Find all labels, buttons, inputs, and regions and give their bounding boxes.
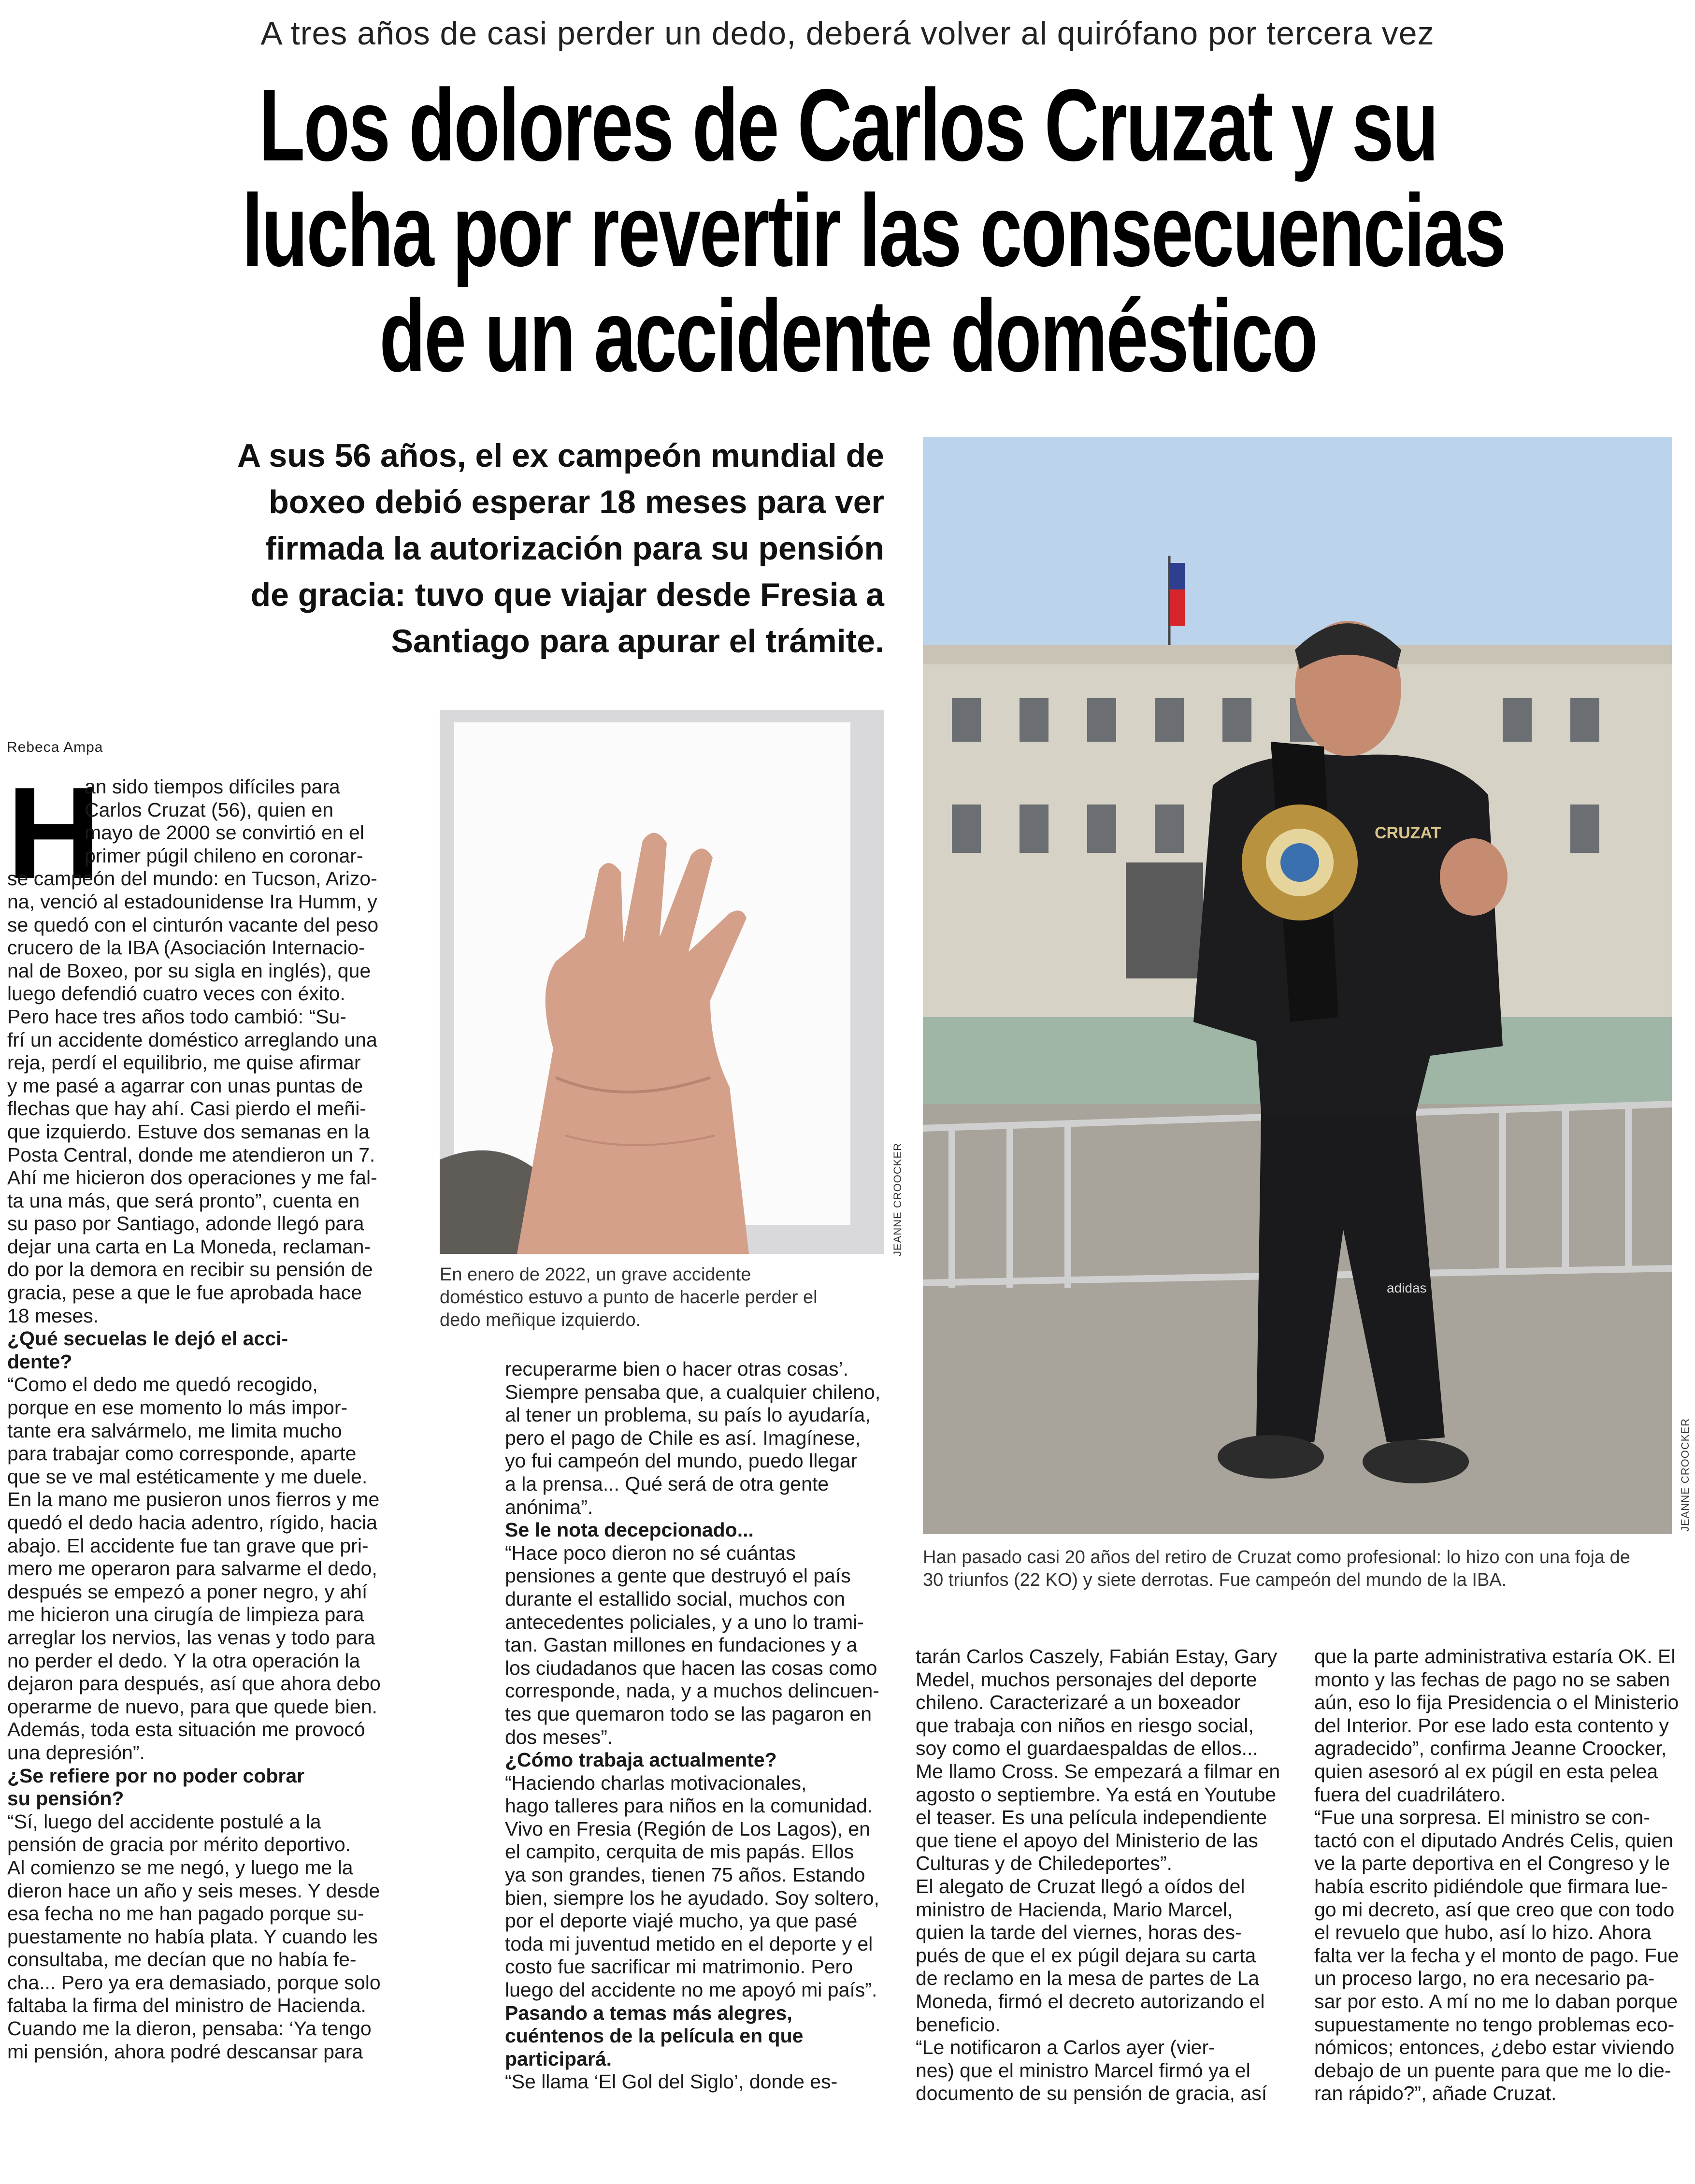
body-line: porque en ese momento lo más impor- (7, 1396, 348, 1419)
body-line: dejaron para después, así que ahora debo (7, 1672, 381, 1695)
body-line: del Interior. Por ese lado esta contento y (1314, 1714, 1669, 1737)
body-line: había escrito pidiéndole que firmara lue- (1314, 1875, 1668, 1897)
body-line: consultaba, me decían que no había fe- (7, 1948, 357, 1971)
body-line: go mi decreto, así que creo que con todo (1314, 1898, 1675, 1921)
body-line: y me pasé a agarrar con unas puntas de (7, 1074, 363, 1097)
body-line: primer púgil chileno en coronar- (85, 844, 363, 867)
body-line: su paso por Santiago, adonde llegó para (7, 1212, 364, 1235)
caption-line: 30 triunfos (22 KO) y siete derrotas. Fue campeón del mundo de la IBA. (923, 1570, 1507, 1590)
body-line: Cuando me la dieron, pensaba: ‘Ya tengo (7, 2017, 372, 2040)
body-line: para trabajar como corresponde, aparte (7, 1442, 357, 1465)
body-line: cha... Pero ya era demasiado, porque solo (7, 1971, 381, 1994)
body-line: Posta Central, donde me atendieron un 7. (7, 1143, 375, 1166)
body-line: ve la parte deportiva en el Congreso y le (1314, 1852, 1670, 1875)
boxer-photo-caption (923, 1546, 1677, 1592)
body-line: frí un accidente doméstico arreglando una (7, 1028, 377, 1051)
body-line: pués de que el ex púgil dejara su carta (916, 1944, 1256, 1967)
hand-photo-caption (440, 1264, 884, 1332)
body-line: faltaba la firma del ministro de Hacienda. (7, 1994, 366, 2017)
body-line: se quedó con el cinturón vacante del peso (7, 913, 379, 936)
body-line: dejar una carta en La Moneda, reclaman- (7, 1235, 371, 1258)
body-line: mayo de 2000 se convirtió en el (85, 821, 364, 844)
question-line: ¿Se refiere por no poder cobrar (7, 1764, 305, 1787)
deck-line: boxeo debió esperar 18 meses para ver (269, 484, 884, 520)
body-line: dos meses”. (505, 1725, 613, 1748)
body-line: “Sí, luego del accidente postulé a la (7, 1810, 321, 1833)
body-line: recuperarme bien o hacer otras cosas’. (505, 1358, 849, 1380)
body-line: que trabaja con niños en riesgo social, (916, 1714, 1254, 1737)
caption-line: dedo meñique izquierdo. (440, 1310, 641, 1330)
body-line: reja, perdí el equilibrio, me quise afirmar (7, 1051, 361, 1074)
body-line: dieron hace un año y seis meses. Y desde (7, 1879, 380, 1902)
hand-photo-credit: JEANNE CROOCKER (891, 1142, 904, 1256)
body-line: 18 meses. (7, 1304, 99, 1327)
body-line: mi pensión, ahora podré descansar para (7, 2040, 363, 2063)
deck-line: A sus 56 años, el ex campeón mundial de (237, 437, 884, 474)
body-line: bien, siempre los he ayudado. Soy soltero, (505, 1886, 879, 1909)
body-line: supuestamente no tengo problemas eco- (1314, 2013, 1675, 2036)
question-line: Pasando a temas más alegres, (505, 2001, 792, 2024)
body-line: gracia, pese a que le fue aprobada hace (7, 1281, 362, 1304)
question-line: su pensión? (7, 1787, 124, 1810)
body-line: pensión de gracia por mérito deportivo. (7, 1833, 351, 1856)
body-line: a la prensa... Qué será de otra gente (505, 1472, 829, 1495)
body-line: yo fui campeón del mundo, puedo llegar (505, 1450, 858, 1472)
body-line: puestamente no había plata. Y cuando les (7, 1925, 378, 1948)
deck (174, 432, 884, 664)
body-line: sar por esto. A mí no me lo daban porque (1314, 1990, 1678, 2012)
body-line: Además, toda esta situación me provocó (7, 1718, 365, 1741)
body-line: Culturas y de Chiledeportes”. (916, 1852, 1172, 1875)
body-line: tan. Gastan millones en fundaciones y a (505, 1634, 858, 1656)
body-line: después se empezó a poner negro, y ahí (7, 1580, 368, 1603)
body-line: tarán Carlos Caszely, Fabián Estay, Gary (916, 1645, 1278, 1667)
body-line: chileno. Caracterizaré a un boxeador (916, 1691, 1241, 1714)
body-line: una depresión”. (7, 1741, 145, 1764)
body-line: Me llamo Cross. Se empezará a filmar en (916, 1760, 1280, 1782)
deck-line: de gracia: tuvo que viajar desde Fresia a (250, 576, 884, 613)
body-line: que izquierdo. Estuve dos semanas en la (7, 1120, 370, 1143)
body-line: mero me operaron para salvarme el dedo, (7, 1557, 377, 1580)
body-line: el campito, cerquita de mis papás. Ellos (505, 1840, 854, 1863)
body-line: ta una más, que será pronto”, cuenta en (7, 1189, 360, 1212)
question-line: participará. (505, 2047, 612, 2070)
body-line: nal de Boxeo, por su sigla en inglés), que (7, 959, 371, 982)
body-line: arreglar los nervios, las venas y todo para (7, 1626, 375, 1649)
article-column-1 (7, 776, 423, 2157)
body-line: al tener un problema, su país lo ayudaría, (505, 1404, 871, 1426)
body-line: que tiene el apoyo del Ministerio de las (916, 1829, 1258, 1852)
boxer-illustration (923, 437, 1672, 1534)
body-line: soy como el guardaespaldas de ellos... (916, 1737, 1258, 1760)
body-line: aún, eso lo fija Presidencia o el Ministerio (1314, 1691, 1679, 1714)
body-line: Pero hace tres años todo cambió: “Su- (7, 1005, 346, 1028)
body-line: de reclamo en la mesa de partes de La (916, 1967, 1260, 1990)
body-line: tactó con el diputado Andrés Celis, quien (1314, 1829, 1674, 1852)
caption-line: En enero de 2022, un grave accidente (440, 1264, 751, 1285)
boxer-photo-credit: JEANNE CROOCKER (1679, 1418, 1691, 1532)
body-line: debajo de un puente para que me lo die- (1314, 2059, 1671, 2082)
body-line: quien la tarde del viernes, horas des- (916, 1921, 1242, 1944)
body-line: tante era salvármelo, me limita mucho (7, 1419, 342, 1442)
body-line: corresponde, nada, y a muchos delincuen- (505, 1680, 879, 1702)
body-line: ran rápido?”, añade Cruzat. (1314, 2082, 1557, 2105)
body-line: nómicos; entonces, ¿debo estar viviendo (1314, 2036, 1675, 2059)
body-line: “Haciendo charlas motivacionales, (505, 1771, 807, 1794)
body-line: Ahí me hicieron dos operaciones y me fal- (7, 1166, 377, 1189)
headline-line: Los dolores de Carlos Cruzat y su (259, 68, 1437, 182)
body-line: Vivo en Fresia (Región de Los Lagos), en (505, 1817, 870, 1840)
body-line: “Hace poco dieron no sé cuántas (505, 1541, 796, 1564)
body-line: Medel, muchos personajes del deporte (916, 1668, 1257, 1691)
byline: Rebeca Ampa (7, 739, 103, 755)
body-line: documento de su pensión de gracia, así (916, 2082, 1267, 2105)
body-line: anónima”. (505, 1495, 593, 1518)
body-line: operarme de nuevo, para que quede bien. (7, 1695, 377, 1718)
body-line: quien asesoró al ex púgil en esta pelea (1314, 1760, 1658, 1782)
body-line: un proceso largo, no era necesario pa- (1314, 1967, 1655, 1990)
question-line: cuéntenos de la película en que (505, 2025, 804, 2047)
body-line: “Se llama ‘El Gol del Siglo’, donde es- (505, 2070, 838, 2093)
body-line: agradecido”, confirma Jeanne Croocker, (1314, 1737, 1667, 1760)
body-line: quedó el dedo hacia adentro, rígido, hacia (7, 1511, 377, 1534)
body-line: “Fue una sorpresa. El ministro se con- (1314, 1806, 1650, 1829)
body-line: an sido tiempos difíciles para (85, 776, 340, 798)
body-line: durante el estallido social, muchos con (505, 1587, 846, 1610)
body-line: toda mi juventud metido en el deporte y el (505, 1932, 873, 1955)
body-line: no perder el dedo. Y la otra operación la (7, 1649, 360, 1672)
headline-line: de un accidente doméstico (379, 278, 1317, 393)
body-line: esa fecha no me han pagado porque su- (7, 1902, 364, 1925)
body-line: beneficio. (916, 2013, 1001, 2036)
question-line: ¿Qué secuelas le dejó el acci- (7, 1327, 288, 1350)
body-line: na, venció al estadounidense Ira Humm, y (7, 890, 377, 913)
hand-illustration (440, 710, 884, 1254)
headline-line: lucha por revertir las consecuencias (242, 173, 1505, 287)
body-line: antecedentes policiales, y a uno lo trami- (505, 1610, 864, 1633)
dropcap: H (7, 761, 101, 906)
body-line: Carlos Cruzat (56), quien en (85, 798, 334, 821)
article-column-3 (916, 1645, 1288, 2105)
body-line: do por la demora en recibir su pensión de (7, 1258, 373, 1281)
body-line: pensiones a gente que destruyó el país (505, 1565, 851, 1587)
body-line: el revuelo que hubo, así lo hizo. Ahora (1314, 1921, 1652, 1944)
body-line: Al comienzo se me negó, y luego me la (7, 1856, 353, 1879)
article-column-2 (505, 1358, 882, 2094)
body-line: El alegato de Cruzat llegó a oídos del (916, 1875, 1245, 1897)
kicker: A tres años de casi perder un dedo, deberá volver al quirófano por tercera vez (260, 15, 1435, 52)
body-line: abajo. El accidente fue tan grave que pri- (7, 1534, 369, 1557)
body-line: agosto o septiembre. Ya está en Youtube (916, 1783, 1277, 1806)
caption-line: doméstico estuvo a punto de hacerle perder el (440, 1287, 818, 1308)
body-line: Siempre pensaba que, a cualquier chileno, (505, 1380, 881, 1403)
headline (242, 68, 1505, 393)
body-line: falta ver la fecha y el monto de pago. Fue (1314, 1944, 1679, 1967)
body-line: tes que quemaron todo se las pagaron en (505, 1702, 872, 1725)
pants-brand-text: adidas (1387, 1280, 1427, 1295)
body-line: se campeón del mundo: en Tucson, Arizo- (7, 867, 377, 890)
body-line: que se ve mal estéticamente y me duele. (7, 1465, 368, 1488)
body-line: ya son grandes, tienen 75 años. Estando (505, 1864, 865, 1886)
deck-line: firmada la autorización para su pensión (265, 530, 884, 567)
body-line: “Le notificaron a Carlos ayer (vier- (916, 2036, 1215, 2059)
body-line: fuera del cuadrilátero. (1314, 1783, 1506, 1806)
boxer-photo (923, 437, 1672, 1534)
body-line: los ciudadanos que hacen las cosas como (505, 1656, 877, 1679)
body-line: costo fue sacrificar mi matrimonio. Pero (505, 1955, 853, 1978)
body-line: monto y las fechas de pago no se saben (1314, 1668, 1670, 1691)
body-line: crucero de la IBA (Asociación Internacio- (7, 936, 365, 959)
question-line: dente? (7, 1350, 72, 1373)
article-column-4 (1314, 1645, 1686, 2105)
question-line: Se le nota decepcionado... (505, 1519, 754, 1541)
hand-photo (440, 710, 884, 1254)
body-line: Moneda, firmó el decreto autorizando el (916, 1990, 1265, 2012)
body-line: flechas que hay ahí. Casi pierdo el meñi- (7, 1097, 366, 1120)
body-line: hago talleres para niños en la comunidad. (505, 1795, 873, 1817)
shirt-brand-text: CRUZAT (1375, 824, 1441, 842)
caption-line: Han pasado casi 20 años del retiro de Cruzat como profesional: lo hizo con una foja de (923, 1547, 1630, 1567)
body-line: nes) que el ministro Marcel firmó ya el (916, 2059, 1250, 2082)
body-line: ministro de Hacienda, Mario Marcel, (916, 1898, 1233, 1921)
body-line: por el deporte viajé mucho, ya que pasé (505, 1910, 858, 1932)
body-line: luego del accidente no me apoyó mi país”. (505, 1979, 877, 2001)
question-line: ¿Cómo trabaja actualmente? (505, 1749, 777, 1771)
body-line: En la mano me pusieron unos fierros y me (7, 1488, 380, 1511)
deck-line: Santiago para apurar el trámite. (391, 623, 884, 660)
body-line: pero el pago de Chile es así. Imagínese, (505, 1426, 861, 1449)
body-line: me hicieron una cirugía de limpieza para (7, 1603, 364, 1626)
body-line: “Como el dedo me quedó recogido, (7, 1373, 318, 1396)
body-line: el teaser. Es una película independiente (916, 1806, 1267, 1829)
body-line: que la parte administrativa estaría OK. El (1314, 1645, 1676, 1667)
body-line: luego defendió cuatro veces con éxito. (7, 982, 345, 1005)
